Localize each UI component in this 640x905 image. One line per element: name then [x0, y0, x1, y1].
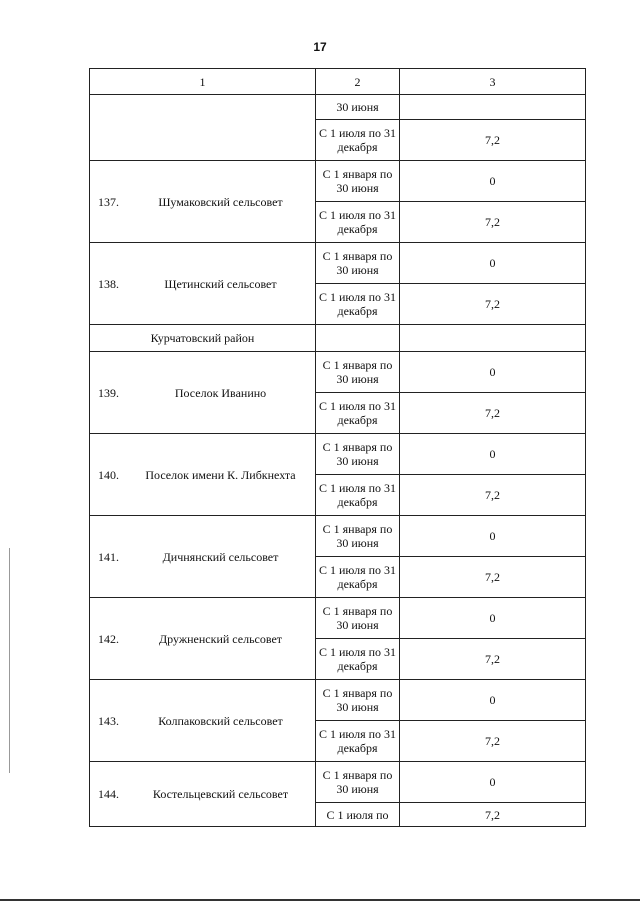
value-cell: 7,2 — [400, 803, 586, 827]
settlement-wrap — [92, 787, 313, 801]
settlement-cell — [90, 598, 316, 680]
settlement-name: Дичнянский сельсовет — [162, 549, 279, 564]
table-row — [90, 161, 586, 202]
settlement-name: Шумаковский сельсовет — [158, 194, 283, 209]
settlement-wrap — [92, 195, 313, 209]
value-cell: 0 — [400, 598, 586, 639]
value-cell: 7,2 — [400, 202, 586, 243]
period-cell: С 1 июля по 31 декабря — [316, 557, 400, 598]
empty-cell — [400, 325, 586, 352]
row-number: 137. — [98, 194, 119, 209]
district-name: Курчатовский район — [90, 325, 316, 352]
row-number: 141. — [98, 549, 119, 564]
settlement-name: Дружненский сельсовет — [158, 631, 283, 646]
empty-cell — [316, 325, 400, 352]
header-col-1: 1 — [90, 69, 316, 95]
row-number: 144. — [98, 787, 119, 801]
settlement-name: Поселок Иванино — [174, 385, 267, 400]
period-cell: С 1 января по 30 июня — [316, 516, 400, 557]
table-row — [90, 516, 586, 557]
settlement-name: Костельцевский сельсовет — [152, 787, 289, 801]
table-row — [90, 352, 586, 393]
settlement-name: Колпаковский сельсовет — [158, 713, 283, 728]
period-cell: С 1 июля по 31 декабря — [316, 393, 400, 434]
row-number: 143. — [98, 713, 119, 728]
settlement-name: Щетинский сельсовет — [164, 276, 277, 291]
tariff-table — [89, 68, 586, 827]
settlement-cell — [90, 762, 316, 827]
period-cell: С 1 июля по 31 декабря — [316, 475, 400, 516]
value-cell: 7,2 — [400, 284, 586, 325]
settlement-wrap — [92, 550, 313, 564]
header-col-3: 3 — [400, 69, 586, 95]
settlement-wrap — [92, 386, 313, 400]
table-row — [90, 598, 586, 639]
period-cell: С 1 января по 30 июня — [316, 243, 400, 284]
value-cell: 0 — [400, 434, 586, 475]
period-cell: С 1 января по 30 июня — [316, 680, 400, 721]
row-number: 142. — [98, 631, 119, 646]
value-cell: 0 — [400, 516, 586, 557]
table-row — [90, 243, 586, 284]
period-cell: С 1 июля по 31 декабря — [316, 284, 400, 325]
value-cell: 7,2 — [400, 393, 586, 434]
period-cell: С 1 июля по 31 декабря — [316, 120, 400, 161]
row-number: 139. — [98, 385, 119, 400]
settlement-cell — [90, 352, 316, 434]
header-row — [90, 69, 586, 95]
header-col-2: 2 — [316, 69, 400, 95]
scan-edge-line — [9, 548, 10, 773]
period-cell: С 1 июля по — [316, 803, 400, 827]
value-cell — [400, 95, 586, 120]
table-row — [90, 95, 586, 120]
scan-bottom-line — [0, 899, 640, 901]
value-cell: 7,2 — [400, 120, 586, 161]
name-cell-continued — [90, 95, 316, 161]
period-cell: С 1 января по 30 июня — [316, 762, 400, 803]
table-row — [90, 680, 586, 721]
settlement-wrap — [92, 468, 313, 482]
period-cell: С 1 января по 30 июня — [316, 434, 400, 475]
value-cell: 7,2 — [400, 721, 586, 762]
period-cell: С 1 января по 30 июня — [316, 161, 400, 202]
row-number: 140. — [98, 467, 119, 482]
period-cell: С 1 января по 30 июня — [316, 352, 400, 393]
settlement-cell — [90, 680, 316, 762]
value-cell: 7,2 — [400, 475, 586, 516]
period-cell: С 1 июля по 31 декабря — [316, 202, 400, 243]
period-cell: 30 июня — [316, 95, 400, 120]
value-cell: 0 — [400, 243, 586, 284]
table-row — [90, 762, 586, 803]
value-cell: 7,2 — [400, 639, 586, 680]
value-cell: 0 — [400, 352, 586, 393]
value-cell: 0 — [400, 762, 586, 803]
settlement-wrap — [92, 714, 313, 728]
settlement-cell — [90, 243, 316, 325]
district-row — [90, 325, 586, 352]
settlement-name: Поселок имени К. Либкнехта — [145, 467, 296, 482]
row-number: 138. — [98, 276, 119, 291]
settlement-cell — [90, 516, 316, 598]
value-cell: 0 — [400, 680, 586, 721]
value-cell: 7,2 — [400, 557, 586, 598]
settlement-cell — [90, 161, 316, 243]
period-cell: С 1 января по 30 июня — [316, 598, 400, 639]
settlement-wrap — [92, 632, 313, 646]
table-row — [90, 434, 586, 475]
value-cell: 0 — [400, 161, 586, 202]
period-cell: С 1 июля по 31 декабря — [316, 721, 400, 762]
period-cell: С 1 июля по 31 декабря — [316, 639, 400, 680]
settlement-cell — [90, 434, 316, 516]
settlement-wrap — [92, 277, 313, 291]
page-number: 17 — [313, 40, 327, 54]
